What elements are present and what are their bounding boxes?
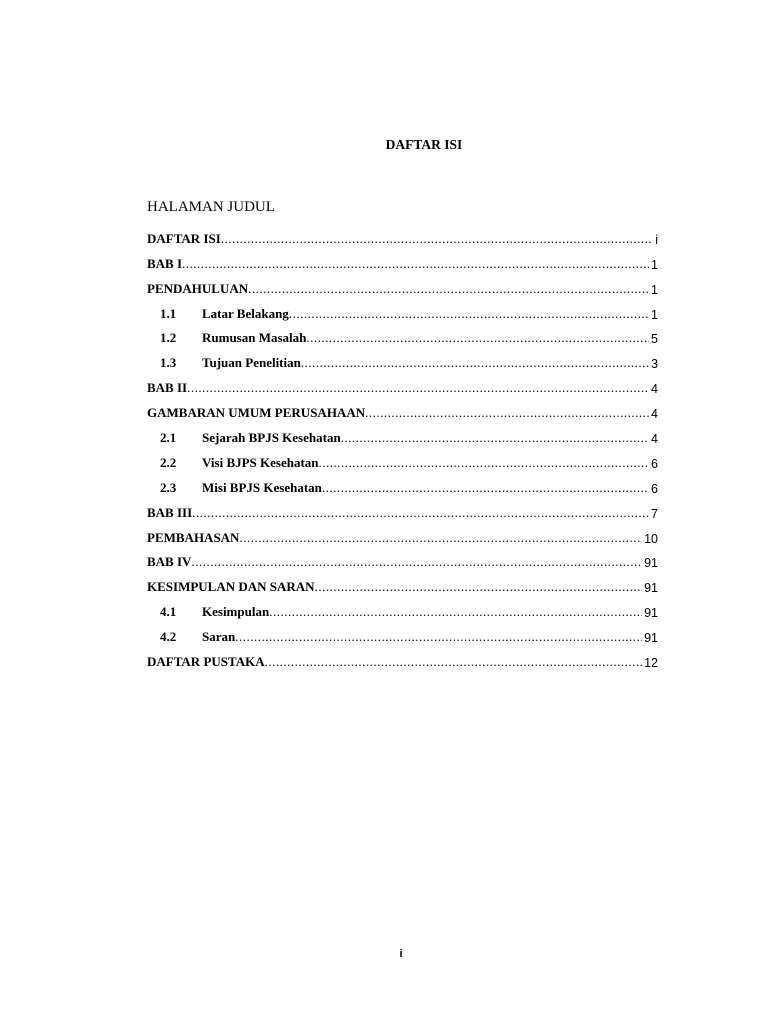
toc-entry-page: 91 [644, 581, 658, 596]
toc-entry-label: BAB IV [147, 554, 192, 570]
toc-entry-label: DAFTAR ISI [147, 230, 221, 246]
toc-leader-dots [315, 579, 643, 595]
toc-entry-label: BAB I [147, 255, 183, 271]
page-title: DAFTAR ISI [385, 137, 463, 152]
toc-entry-gambaran-umum[interactable] [147, 396, 658, 421]
toc-entry-pendahuluan[interactable] [147, 272, 658, 297]
toc-entry-bab-2[interactable] [147, 371, 658, 396]
toc-entry-label: Sejarah BPJS Kesehatan [202, 430, 341, 446]
toc-entry-2-2[interactable] [147, 446, 658, 471]
toc-leader-dots [248, 281, 649, 297]
table-of-contents [147, 222, 658, 670]
toc-entry-page: 5 [651, 332, 658, 347]
toc-entry-page: 3 [651, 357, 658, 372]
toc-entry-label: Latar Belakang [202, 305, 289, 321]
half-title-heading: HALAMAN JUDUL [147, 199, 275, 215]
toc-entry-2-1[interactable] [147, 421, 658, 446]
toc-leader-dots [265, 654, 642, 670]
toc-leader-dots [365, 405, 649, 421]
toc-entry-page: 1 [651, 282, 658, 297]
toc-leader-dots [187, 380, 649, 396]
toc-leader-dots [341, 430, 649, 446]
toc-entry-number: 2.2 [160, 454, 177, 470]
toc-entry-label: BAB III [147, 504, 193, 520]
toc-entry-page: 91 [644, 556, 658, 571]
toc-entry-page: 1 [651, 307, 658, 322]
toc-entry-label: Visi BJPS Kesehatan [202, 454, 319, 470]
toc-leader-dots [239, 530, 642, 546]
toc-entry-page: 4 [651, 407, 658, 422]
toc-entry-number: 4.1 [160, 604, 177, 620]
toc-entry-label: Misi BPJS Kesehatan [202, 479, 322, 495]
toc-entry-label: Saran [202, 629, 236, 645]
toc-entry-daftar-pustaka[interactable] [147, 645, 658, 670]
toc-entry-bab-1[interactable] [147, 247, 658, 272]
toc-entry-number: 4.2 [160, 629, 177, 645]
toc-leader-dots [269, 604, 642, 620]
toc-leader-dots [221, 231, 653, 247]
toc-entry-number: 2.1 [160, 430, 177, 446]
toc-leader-dots [182, 256, 649, 272]
toc-leader-dots [289, 306, 649, 322]
toc-entry-label: Kesimpulan [202, 604, 270, 620]
toc-entry-1-2[interactable] [147, 322, 658, 347]
toc-entry-number: 1.1 [160, 305, 177, 321]
toc-leader-dots [301, 355, 649, 371]
toc-entry-label: GAMBARAN UMUM PERUSAHAAN [147, 405, 366, 421]
toc-entry-1-3[interactable] [147, 346, 658, 371]
toc-entry-page: 7 [651, 506, 658, 521]
toc-entry-bab-3[interactable] [147, 496, 658, 521]
toc-entry-pembahasan[interactable] [147, 521, 658, 546]
toc-leader-dots [235, 629, 642, 645]
toc-entry-2-3[interactable] [147, 471, 658, 496]
toc-entry-4-1[interactable] [147, 595, 658, 620]
toc-entry-page: 6 [651, 481, 658, 496]
toc-entry-label: BAB II [147, 380, 188, 396]
toc-entry-page: 4 [651, 382, 658, 397]
toc-entry-label: KESIMPULAN DAN SARAN [147, 579, 315, 595]
page-number: i [399, 948, 403, 960]
toc-entry-4-2[interactable] [147, 620, 658, 645]
toc-leader-dots [192, 505, 649, 521]
toc-entry-daftar-isi[interactable] [147, 222, 658, 247]
toc-leader-dots [306, 330, 649, 346]
toc-entry-label: PEMBAHASAN [147, 529, 240, 545]
toc-entry-page: 91 [644, 606, 658, 621]
toc-entry-page: 91 [644, 631, 658, 646]
toc-entry-number: 1.3 [160, 355, 177, 371]
toc-entry-number: 2.3 [160, 479, 177, 495]
toc-leader-dots [191, 554, 642, 570]
toc-entry-label: Rumusan Masalah [202, 330, 307, 346]
toc-entry-page: 12 [644, 656, 658, 671]
toc-entry-kesimpulan-dan-saran[interactable] [147, 570, 658, 595]
toc-entry-label: PENDAHULUAN [147, 280, 249, 296]
toc-entry-page: 1 [651, 257, 658, 272]
toc-entry-number: 1.2 [160, 330, 177, 346]
toc-entry-bab-4[interactable] [147, 546, 658, 571]
toc-entry-page: 10 [644, 531, 658, 546]
toc-entry-label: DAFTAR PUSTAKA [147, 654, 265, 670]
toc-leader-dots [322, 480, 649, 496]
toc-entry-page: 4 [651, 432, 658, 447]
toc-entry-1-1[interactable] [147, 297, 658, 322]
toc-entry-label: Tujuan Penelitian [202, 355, 301, 371]
toc-entry-page: i [655, 232, 658, 247]
toc-entry-page: 6 [651, 456, 658, 471]
toc-leader-dots [319, 455, 650, 471]
